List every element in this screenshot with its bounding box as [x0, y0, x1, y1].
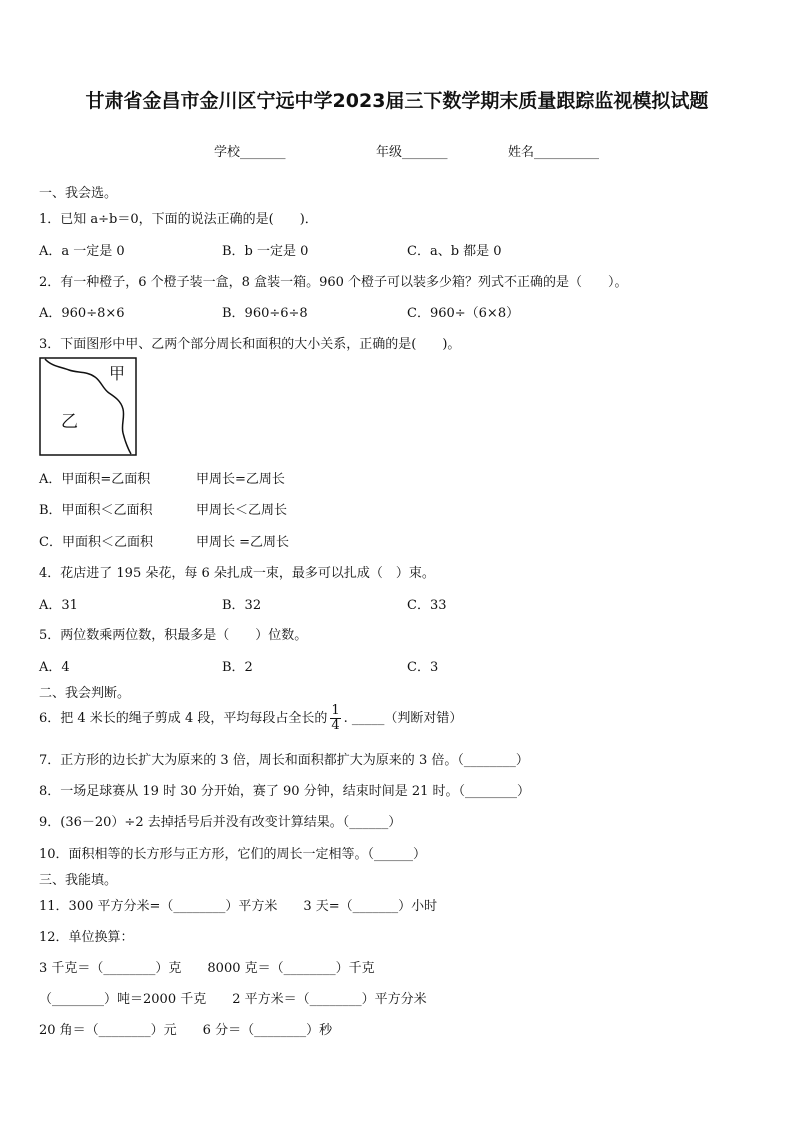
q3-option-c-perimeter: 甲周长 =乙周长: [196, 535, 290, 550]
school-field[interactable]: 学校_______: [214, 145, 286, 160]
exam-title: 甘肃省金昌市金川区宁远中学2023届三下数学期末质量跟踪监视模拟试题: [85, 90, 709, 112]
q1-option-b[interactable]: B．b 一定是 0: [222, 244, 309, 259]
question-1: 1．已知 a÷b＝0，下面的说法正确的是( )．: [39, 212, 318, 227]
question-7: 7．正方形的边长扩大为原来的 3 倍，周长和面积都扩大为原来的 3 倍。（________）: [39, 753, 529, 768]
q12-row-3: 20 角＝（________）元 6 分＝（________）秒: [39, 1023, 333, 1038]
q1-option-c[interactable]: C．a、b 都是 0: [407, 244, 502, 259]
fraction-numerator: 1: [331, 703, 340, 718]
q6-text-after: . _____（判断对错）: [343, 711, 463, 726]
fraction-denominator: 4: [331, 718, 340, 733]
question-2: 2．有一种橙子，6 个橙子装一盒，8 盒装一箱。960 个橙子可以装多少箱？列式不正确的是（ ）。: [39, 275, 628, 290]
q6-text-before: 6．把 4 米长的绳子剪成 4 段，平均每段占全长的: [39, 711, 328, 726]
question-4: 4．花店进了 195 朵花，每 6 朵扎成一束，最多可以扎成（ ）束。: [39, 566, 435, 581]
question-6: [39, 704, 462, 733]
section-heading-fill: 三、我能填。: [39, 873, 118, 888]
section-heading-choice: 一、我会选。: [39, 186, 118, 201]
q2-option-b[interactable]: B．960÷6÷8: [222, 306, 308, 321]
question-8: 8．一场足球赛从 19 时 30 分开始，赛了 90 分钟，结束时间是 21 时。（________）: [39, 784, 530, 799]
q2-option-a[interactable]: A．960÷8×6: [39, 306, 125, 321]
q12-row-1: 3 千克＝（________）克 8000 克＝（________）千克: [39, 961, 375, 976]
q4-option-b[interactable]: B．32: [222, 598, 262, 613]
figure-label-jia: 甲: [109, 364, 126, 383]
q5-option-c[interactable]: C．3: [407, 660, 439, 675]
q5-option-b[interactable]: B．2: [222, 660, 253, 675]
fraction-one-quarter: [330, 704, 340, 733]
question-11: 11．300 平方分米=（________）平方米 3 天=（_______）小时: [39, 899, 438, 914]
figure-label-yi: 乙: [61, 412, 78, 432]
question-12: 12．单位换算：: [39, 930, 134, 945]
q3-option-b-perimeter: 甲周长＜乙周长: [196, 503, 288, 518]
question-10: 10．面积相等的长方形与正方形，它们的周长一定相等。（______）: [39, 847, 427, 862]
q12-row-2: （________）吨＝2000 千克 2 平方米＝（________）平方分米: [39, 992, 427, 1007]
section-heading-judge: 二、我会判断。: [39, 686, 131, 701]
q1-option-a[interactable]: A．a 一定是 0: [39, 244, 125, 259]
q4-option-c[interactable]: C．33: [407, 598, 447, 613]
question-9: 9．(36－20）÷2 去掉括号后并没有改变计算结果。（______）: [39, 815, 402, 830]
q3-option-a-perimeter: 甲周长=乙周长: [196, 472, 285, 487]
question-3: 3．下面图形中甲、乙两个部分周长和面积的大小关系，正确的是( )。: [39, 337, 461, 352]
grade-field[interactable]: 年级_______: [376, 145, 448, 160]
q3-option-b-area[interactable]: B．甲面积＜乙面积: [39, 503, 153, 518]
q4-option-a[interactable]: A．31: [39, 598, 78, 613]
q3-figure: [39, 357, 137, 456]
q2-option-c[interactable]: C．960÷（6×8）: [407, 306, 520, 321]
question-5: 5．两位数乘两位数，积最多是（ ）位数。: [39, 628, 308, 643]
q3-option-c-area[interactable]: C．甲面积＜乙面积: [39, 535, 153, 550]
q5-option-a[interactable]: A．4: [39, 660, 70, 675]
q3-option-a-area[interactable]: A．甲面积=乙面积: [39, 472, 151, 487]
name-field[interactable]: 姓名__________: [508, 145, 600, 160]
